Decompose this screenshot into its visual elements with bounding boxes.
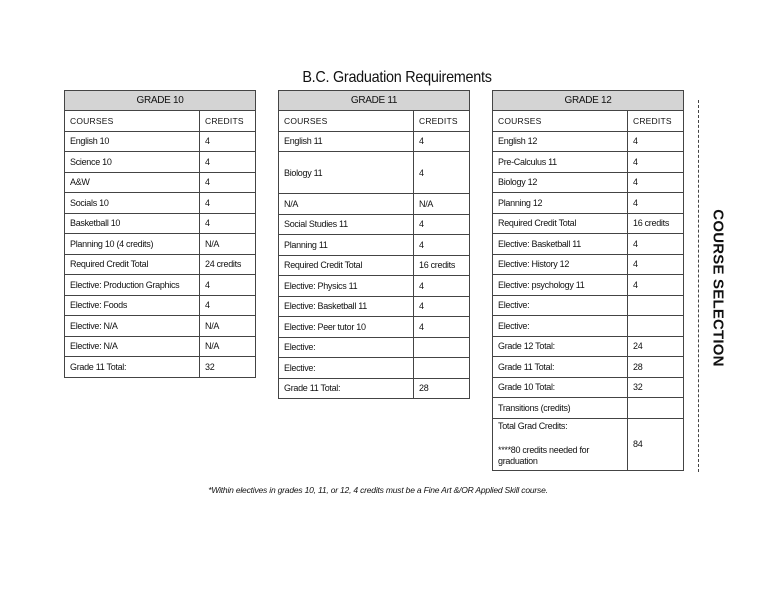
page-title: B.C. Graduation Requirements [302,69,492,86]
course-cell: Transitions (credits) [493,398,628,419]
credits-cell: 24 credits [200,254,256,275]
credits-cell: 4 [414,296,470,317]
total-grad-credits-cell [493,418,628,470]
table-row [65,336,256,357]
course-cell: Grade 11 Total: [493,357,628,378]
table-row [493,295,684,316]
credits-cell: 28 [628,357,684,378]
credits-cell [628,316,684,337]
grade-10-table [64,90,256,378]
credits-cell: N/A [200,234,256,255]
course-cell: Biology 12 [493,172,628,193]
elective-footnote: *Within electives in grades 10, 11, or 12, 4 credits must be a Fine Art &/OR Applied Skill course. [208,485,548,495]
course-cell: Elective: [279,358,414,379]
course-cell: Elective: Production Graphics [65,275,200,296]
table-row [279,152,470,194]
total-grad-credits-label: Total Grad Credits: [498,420,568,431]
credits-cell [414,358,470,379]
course-cell: Elective: Basketball 11 [493,234,628,255]
table-row [493,275,684,296]
credits-cell: 4 [414,235,470,256]
table-row [65,213,256,234]
table-row [493,357,684,378]
table-row [65,193,256,214]
course-cell: Elective: Basketball 11 [279,296,414,317]
course-cell: Elective: N/A [65,336,200,357]
course-cell: Required Credit Total [493,213,628,234]
course-cell: Elective: N/A [65,316,200,337]
table-row [279,235,470,256]
credits-column-header: CREDITS [414,111,470,132]
credits-cell: 4 [200,213,256,234]
credits-cell: 4 [200,193,256,214]
table-row [65,275,256,296]
credits-cell: 4 [628,172,684,193]
course-cell: Elective: Peer tutor 10 [279,317,414,338]
course-cell: Elective: [493,295,628,316]
credits-cell: 4 [414,214,470,235]
course-cell: Elective: Physics 11 [279,276,414,297]
table-row [493,193,684,214]
table-row [493,336,684,357]
course-cell: Elective: [493,316,628,337]
courses-column-header: COURSES [279,111,414,132]
course-cell: Grade 10 Total: [493,377,628,398]
course-cell: Required Credit Total [65,254,200,275]
course-cell: Planning 11 [279,235,414,256]
credits-cell: 4 [628,275,684,296]
course-selection-label: COURSE SELECTION [709,209,727,367]
table-row [493,377,684,398]
grade-11-heading: GRADE 11 [279,91,470,111]
credits-cell: 4 [628,152,684,173]
course-cell: Elective: psychology 11 [493,275,628,296]
credits-cell: 4 [200,131,256,152]
credits-cell: 28 [414,378,470,399]
credits-cell: 4 [628,193,684,214]
course-cell: Planning 12 [493,193,628,214]
credits-cell [628,398,684,419]
table-row [279,296,470,317]
course-cell: Elective: History 12 [493,254,628,275]
credits-cell: 24 [628,336,684,357]
credits-cell [414,337,470,358]
grade-12-table [492,90,684,471]
table-row [279,317,470,338]
course-cell: English 11 [279,131,414,152]
grade-11-table [278,90,470,399]
credits-cell: 4 [628,131,684,152]
table-row [279,255,470,276]
table-row [65,131,256,152]
table-row [493,131,684,152]
table-row [493,398,684,419]
course-cell: Basketball 10 [65,213,200,234]
credits-cell: 4 [200,152,256,173]
course-cell: Social Studies 11 [279,214,414,235]
course-cell: A&W [65,172,200,193]
table-row [493,172,684,193]
table-row [493,152,684,173]
table-row [65,316,256,337]
course-cell: N/A [279,194,414,215]
table-row [65,234,256,255]
credits-cell: 4 [628,234,684,255]
courses-column-header: COURSES [65,111,200,132]
course-cell: Socials 10 [65,193,200,214]
grade-12-heading: GRADE 12 [493,91,684,111]
table-row [65,254,256,275]
course-cell: Grade 12 Total: [493,336,628,357]
course-cell: Elective: Foods [65,295,200,316]
table-row [493,234,684,255]
table-row [493,254,684,275]
course-cell: Elective: [279,337,414,358]
cut-line-divider [698,100,699,472]
course-cell: English 12 [493,131,628,152]
credits-cell: 4 [200,172,256,193]
table-row [65,172,256,193]
courses-column-header: COURSES [493,111,628,132]
table-row [493,213,684,234]
credits-column-header: CREDITS [628,111,684,132]
table-row [279,214,470,235]
table-row [65,152,256,173]
course-cell: Biology 11 [279,152,414,194]
course-cell: Planning 10 (4 credits) [65,234,200,255]
course-cell: Required Credit Total [279,255,414,276]
credits-cell: 4 [200,275,256,296]
credits-cell: N/A [200,336,256,357]
credits-cell: N/A [200,316,256,337]
credits-cell: 4 [414,276,470,297]
table-row [493,316,684,337]
table-row [279,378,470,399]
table-row [65,295,256,316]
course-cell: Grade 11 Total: [65,357,200,378]
credits-column-header: CREDITS [200,111,256,132]
graduation-credits-note: ****80 credits needed for graduation [498,444,590,466]
course-cell: English 10 [65,131,200,152]
table-row [279,337,470,358]
credits-cell [628,295,684,316]
credits-cell: 32 [200,357,256,378]
course-cell: Science 10 [65,152,200,173]
course-cell: Pre-Calculus 11 [493,152,628,173]
total-grad-credits-value: 84 [628,418,684,470]
credits-cell: 4 [414,317,470,338]
table-row [279,358,470,379]
table-row [65,357,256,378]
credits-cell: 16 credits [628,213,684,234]
credits-cell: 4 [414,152,470,194]
table-row [279,194,470,215]
credits-cell: 4 [414,131,470,152]
credits-cell: 4 [200,295,256,316]
table-row [279,276,470,297]
credits-cell: 32 [628,377,684,398]
credits-cell: 4 [628,254,684,275]
credits-cell: N/A [414,194,470,215]
credits-cell: 16 credits [414,255,470,276]
total-grad-credits-row [493,418,684,470]
table-row [279,131,470,152]
grade-10-heading: GRADE 10 [65,91,256,111]
course-cell: Grade 11 Total: [279,378,414,399]
